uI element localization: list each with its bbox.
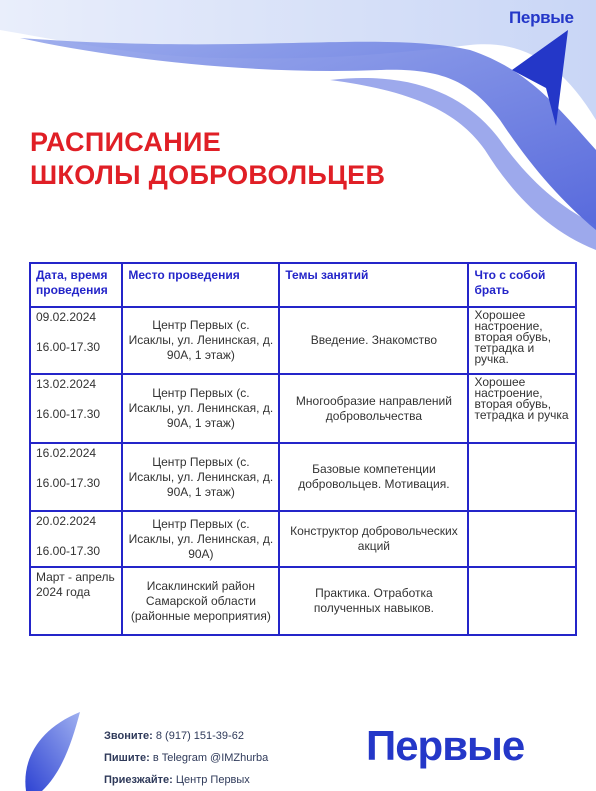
place-cell: Центр Первых (с. Исаклы, ул. Ленинская, д. 90А, 1 этаж) — [122, 443, 279, 511]
brand-logo-top: Первые — [509, 8, 574, 27]
bring-cell: Хорошее настроение, вторая обувь, тетрадка и ручка — [468, 374, 576, 443]
header-bring: Что с собой брать — [468, 263, 576, 307]
title-line-2: ШКОЛЫ ДОБРОВОЛЬЦЕВ — [30, 160, 386, 190]
topic-cell: Введение. Знакомство — [279, 307, 468, 374]
place-cell: Центр Первых (с. Исаклы, ул. Ленинская, д. 90А, 1 этаж) — [122, 307, 279, 374]
page-title — [30, 126, 385, 192]
arrow-logo-icon — [512, 30, 572, 128]
bring-cell — [468, 511, 576, 567]
bring-cell — [468, 567, 576, 635]
visit-location: Центр Первых — [175, 774, 250, 786]
date-cell: 09.02.2024 16.00-17.30 — [30, 307, 122, 374]
date-cell: 13.02.2024 16.00-17.30 — [30, 374, 122, 443]
topic-cell: Многообразие направлений добровольчества — [279, 374, 468, 443]
contact-write: Пишите: в Telegram @IMZhurba — [104, 752, 269, 764]
contact-call: Звоните: 8 (917) 151-39-62 — [104, 730, 244, 742]
leaf-decoration-icon — [22, 712, 84, 791]
topic-cell: Практика. Отработка полученных навыков. — [279, 567, 468, 635]
bring-cell: Хорошее настроение, вторая обувь, тетрадка и ручка. — [468, 307, 576, 374]
phone-number[interactable]: 8 (917) 151-39-62 — [155, 730, 244, 742]
brand-logo-bottom: Первые — [366, 722, 525, 769]
contacts-block — [104, 725, 268, 791]
place-cell: Исаклинский район Самарской области (районные мероприятия) — [122, 567, 279, 635]
topic-cell: Базовые компетенции добровольцев. Мотивация. — [279, 443, 468, 511]
bring-cell — [468, 443, 576, 511]
date-cell: 16.02.2024 16.00-17.30 — [30, 443, 122, 511]
header-topic: Темы занятий — [279, 263, 468, 307]
header-date: Дата, время проведения — [30, 263, 122, 307]
header-place: Место проведения — [122, 263, 279, 307]
topic-cell: Конструктор добровольческих акций — [279, 511, 468, 567]
date-cell: Март - апрель 2024 года — [30, 567, 122, 635]
table-row — [30, 567, 576, 635]
place-cell: Центр Первых (с. Исаклы, ул. Ленинская, д. 90А) — [122, 511, 279, 567]
contact-come: Приезжайте: Центр Первых — [104, 774, 250, 786]
table-row — [30, 307, 576, 374]
place-cell: Центр Первых (с. Исаклы, ул. Ленинская, д. 90А, 1 этаж) — [122, 374, 279, 443]
date-cell: 20.02.2024 16.00-17.30 — [30, 511, 122, 567]
telegram-handle[interactable]: в Telegram @IMZhurba — [152, 752, 269, 764]
table-row — [30, 374, 576, 443]
table-row — [30, 443, 576, 511]
schedule-table — [29, 262, 577, 636]
table-header-row — [30, 263, 576, 307]
title-line-1: РАСПИСАНИЕ — [30, 127, 222, 157]
table-row — [30, 511, 576, 567]
